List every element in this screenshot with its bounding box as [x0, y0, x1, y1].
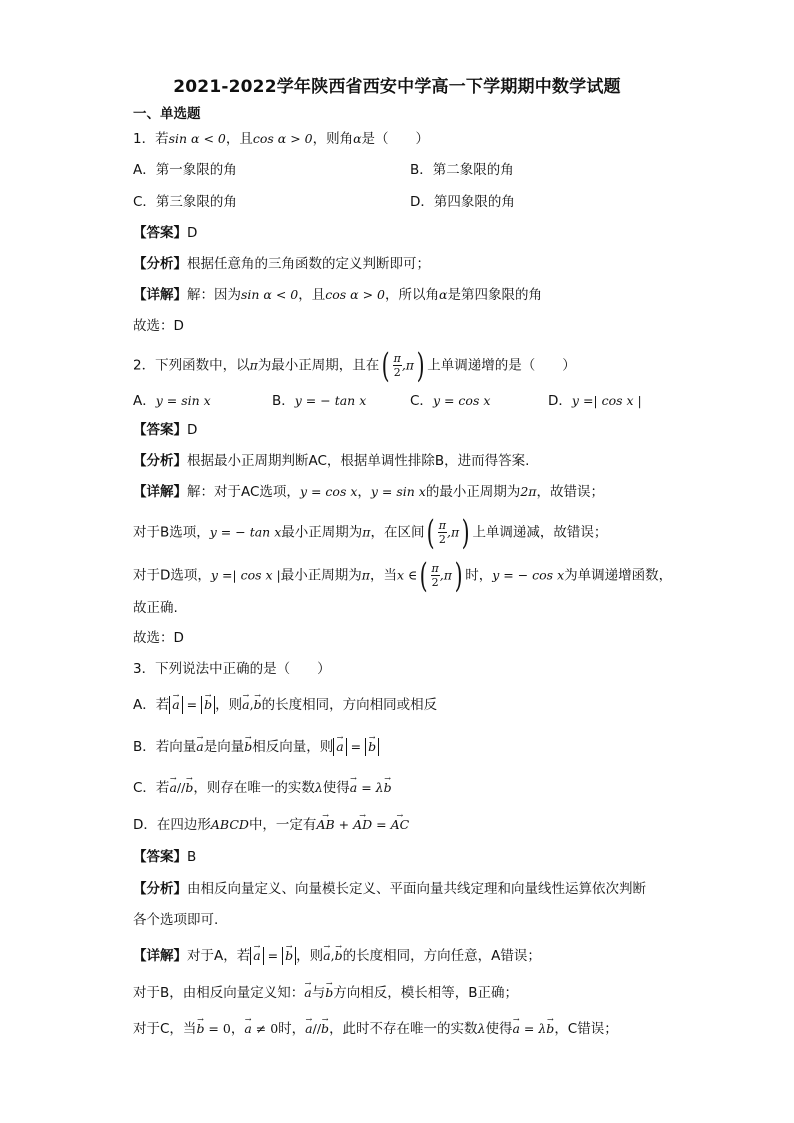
q1-option-d: D．第四象限的角 — [410, 194, 515, 210]
q3-option-d: D．在四边形ABCD中，一定有→ AB + → AD = → AC — [133, 815, 409, 835]
q2-choose: 故选：D — [133, 630, 184, 646]
q2-answer: 【答案】D — [133, 422, 198, 438]
q2-detail-3: 对于D选项，y =| cos x |最小正周期为π，当x ∈( $\frac{\pi}{2}$ ,π) 时，y = − cos x为单调递增函数， — [133, 555, 673, 596]
q3-option-b: B．若向量→ a是向量→ b相反向量，则→ a = → b — [133, 737, 379, 757]
q1-option-b: B．第二象限的角 — [410, 162, 514, 178]
q3-option-c: C．若→ a//→ b，则存在唯一的实数λ使得→ a = λ→ b — [133, 778, 392, 798]
q2-analysis: 【分析】根据最小正周期判断AC，根据单调性排除B，进而得答案. — [133, 453, 530, 469]
q1-answer: 【答案】D — [133, 225, 198, 241]
q2-option-d: D．y =| cos x | — [548, 393, 642, 409]
q1-option-a: A．第一象限的角 — [133, 162, 237, 178]
q3-analysis-cont: 各个选项即可. — [133, 912, 219, 928]
q3-stem: 3．下列说法中正确的是（ ） — [133, 661, 331, 677]
q2-stem: 2．下列函数中，以π为最小正周期，且在( $\frac{\pi}{2}$ ,π) 上单调递增的是（ ） — [133, 345, 576, 386]
q1-detail: 【详解】解：因为sin α < 0，且cos α > 0，所以角α是第四象限的角 — [133, 287, 542, 303]
q2-detail-2: 对于B选项，y = − tan x最小正周期为π，在区间( $\frac{\pi}{2}$ ,π) 上单调递减，故错误； — [133, 512, 608, 553]
page-title: 2021-2022学年陕西省西安中学高一下学期期中数学试题 — [173, 77, 621, 97]
q1-choose: 故选：D — [133, 318, 184, 334]
q3-detail-a: 【详解】对于A，若→ a = → b ，则→ a,→ b的长度相同，方向任意，A错误； — [133, 946, 541, 966]
q2-detail-1: 【详解】解：对于AC选项，y = cos x，y = sin x的最小正周期为2π，故错误； — [133, 484, 605, 500]
q2-option-b: B．y = − tan x — [272, 393, 367, 409]
q2-option-a: A．y = sin x — [133, 393, 211, 409]
q3-detail-c: 对于C，当→ b = 0，→ a ≠ 0时，→ a//→ b，此时不存在唯一的实数λ使得→ a = λ→ b，C错误； — [133, 1019, 618, 1039]
q3-answer: 【答案】B — [133, 849, 197, 865]
section-heading: 一、单选题 — [133, 106, 201, 122]
q3-analysis: 【分析】由相反向量定义、向量模长定义、平面向量共线定理和向量线性运算依次判断 — [133, 881, 646, 897]
q3-detail-b: 对于B，由相反向量定义知：→ a与→ b方向相反，模长相等，B正确； — [133, 983, 518, 1003]
q2-option-c: C．y = cos x — [410, 393, 491, 409]
q1-stem: 1．若sin α < 0，且cos α > 0，则角α是（ ） — [133, 131, 430, 147]
q2-detail-3-cont: 故正确. — [133, 600, 178, 616]
q1-option-c: C．第三象限的角 — [133, 194, 237, 210]
q1-analysis: 【分析】根据任意角的三角函数的定义判断即可； — [133, 256, 430, 272]
q3-option-a: A．若→ a = → b ，则→ a,→ b的长度相同，方向相同或相反 — [133, 695, 437, 715]
